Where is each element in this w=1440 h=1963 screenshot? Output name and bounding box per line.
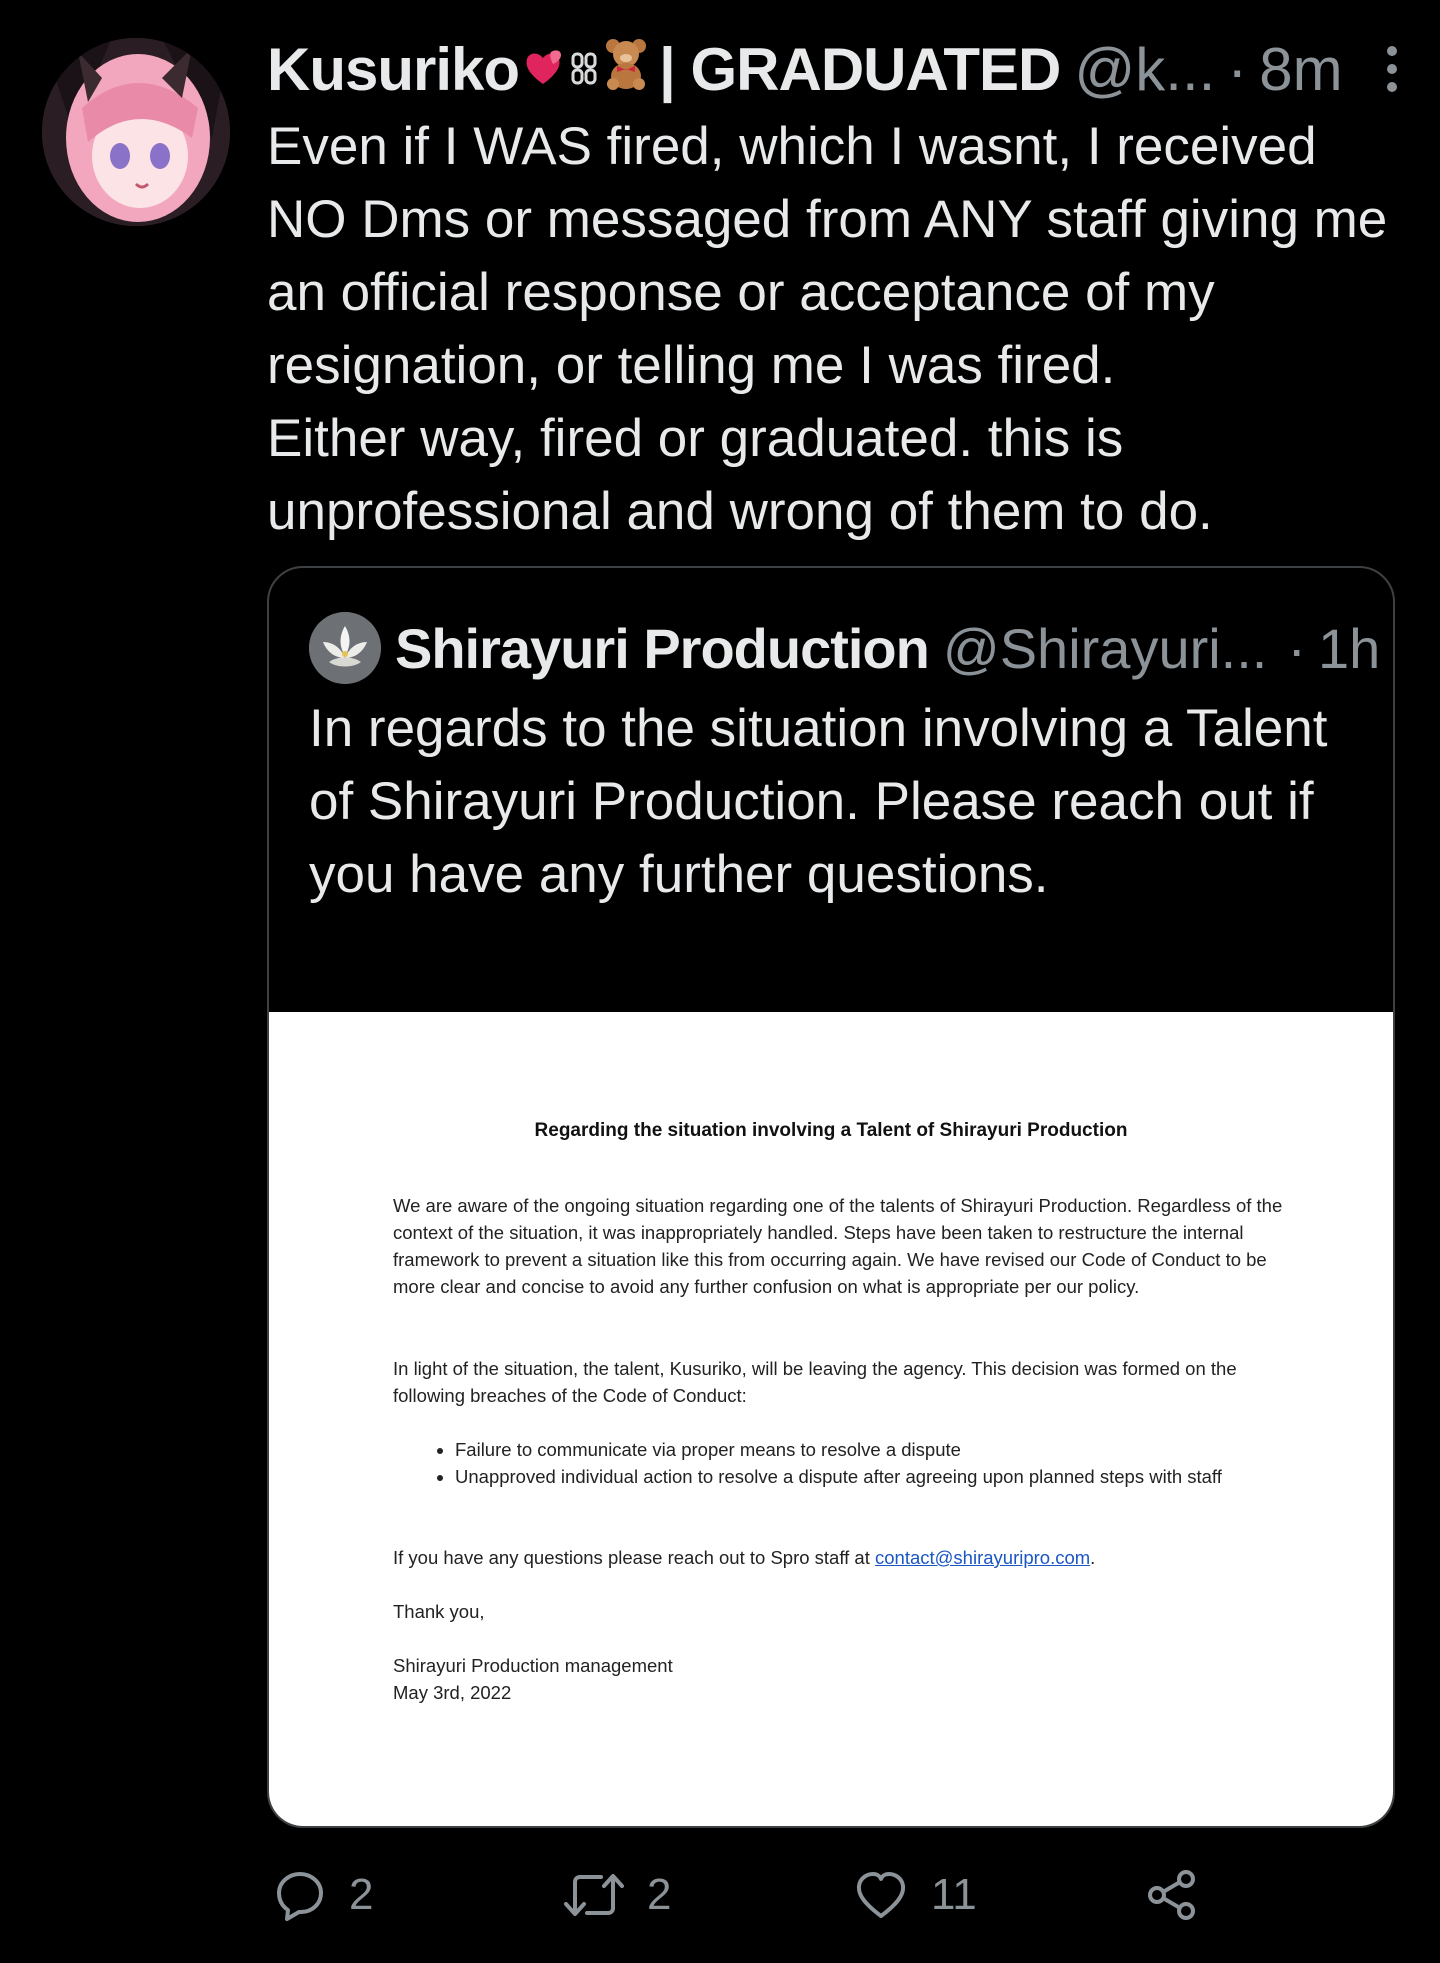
share-button[interactable] (1145, 1868, 1199, 1922)
tweet-timestamp[interactable]: 8m (1259, 36, 1343, 103)
document-paragraph-1: We are aware of the ongoing situation regarding one of the talents of Shirayuri Production. Regardless of the context of the situation, it was inappropriately handled. Steps have been taken to restructure the internal framework to prevent a situation like this from occurring again. We have revised our Code of Conduct to be more clear and concise to avoid any further confusion on what is appropriate per our policy. (393, 1195, 1283, 1297)
quoted-tweet-card[interactable] (267, 566, 1395, 1828)
quoted-tweet-timestamp[interactable]: 1h (1318, 616, 1381, 680)
more-options-icon[interactable] (1377, 42, 1407, 98)
tweet-header (267, 30, 1407, 110)
document-contact-suffix: . (1090, 1547, 1096, 1568)
tweet-action-bar (267, 1868, 1407, 1938)
separator-dot: · (1227, 36, 1248, 103)
tweet-body (267, 30, 1407, 548)
retweet-count: 2 (647, 1870, 672, 1919)
document-contact-prefix: If you have any questions please reach out to Spro staff at (393, 1547, 875, 1568)
heart-emoji-icon (521, 30, 565, 110)
reply-count: 2 (349, 1870, 374, 1919)
quoted-separator-dot: · (1287, 616, 1307, 680)
document-closing: Thank you, (393, 1601, 485, 1622)
document-contact-line (393, 1544, 1283, 1571)
document-bullet-item: • Unapproved individual action to resolve a dispute after agreeing upon planned steps with staff (455, 1463, 1295, 1490)
author-avatar[interactable] (42, 38, 230, 226)
author-handle[interactable]: @k... (1074, 36, 1216, 103)
share-icon (1145, 1868, 1199, 1922)
quoted-author-handle[interactable]: @Shirayuri... (942, 616, 1268, 680)
document-contact-email-link[interactable]: contact@shirayuripro.com (875, 1547, 1091, 1568)
retweet-button[interactable] (563, 1868, 671, 1922)
teddy-bear-emoji-icon (603, 30, 649, 110)
document-paragraph-2: In light of the situation, the talent, Kusuriko, will be leaving the agency. This decision was formed on the following breaches of the Code of Conduct: (393, 1358, 1237, 1406)
quoted-tweet-image[interactable] (269, 1012, 1393, 1828)
quoted-author-avatar (309, 612, 381, 684)
quoted-tweet-header (309, 608, 1380, 688)
chain-emoji-icon (569, 30, 599, 110)
document-bullet-list (427, 1436, 1295, 1490)
like-count: 11 (931, 1870, 977, 1919)
author-name-suffix[interactable]: | GRADUATED (659, 36, 1061, 103)
reply-icon (273, 1868, 327, 1922)
document-signature: Shirayuri Production management (393, 1655, 673, 1676)
document-date: May 3rd, 2022 (393, 1682, 512, 1703)
document-bullet-item: • Failure to communicate via proper means to resolve a dispute (455, 1436, 1295, 1463)
retweet-icon (563, 1868, 625, 1922)
heart-icon (853, 1868, 909, 1922)
reply-button[interactable] (273, 1868, 373, 1922)
quoted-author-name[interactable]: Shirayuri Production (395, 616, 929, 680)
like-button[interactable] (853, 1868, 977, 1922)
quoted-tweet-text: In regards to the situation involving a Talent of Shirayuri Production. Please reach out if you have any further questions. (309, 699, 1328, 904)
author-name[interactable]: Kusuriko (267, 36, 520, 103)
tweet-text: Even if I WAS fired, which I wasnt, I received NO Dms or messaged from ANY staff giving me an official response or acceptance of my resignation, or telling me I was fired. Either way, fired or graduated. this is unprofessional and wrong of them to do. (267, 117, 1388, 541)
document-title: Regarding the situation involving a Talent of Shirayuri Production (534, 1120, 1128, 1141)
